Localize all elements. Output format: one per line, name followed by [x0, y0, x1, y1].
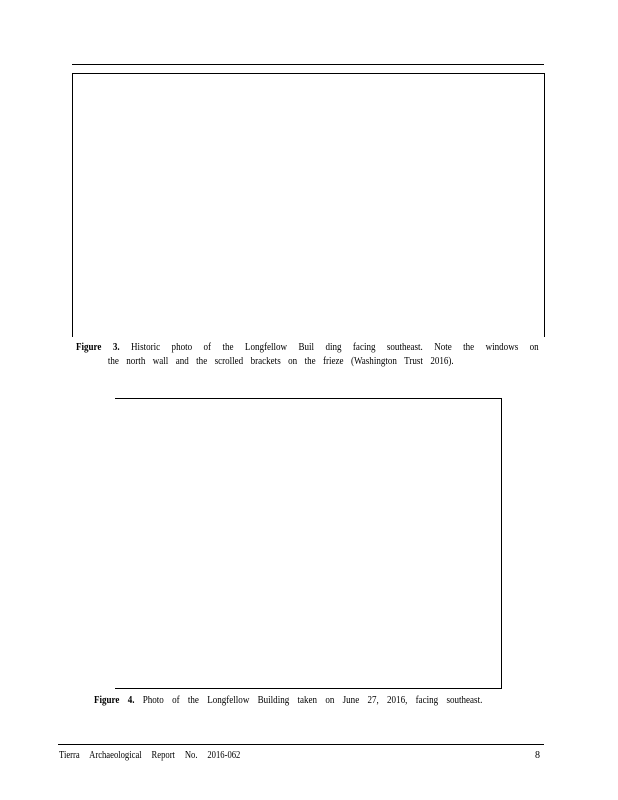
- footer-report-title: Tierra Archaeological Report No. 2016-062: [59, 750, 241, 761]
- header-rule: [72, 64, 544, 65]
- figure-3-caption: [76, 341, 539, 369]
- page-number: 8: [535, 750, 540, 761]
- figure-4-label: Figure 4.: [94, 695, 135, 706]
- figure-4-caption-text: Photo of the Longfellow Building taken on June 27, 2016, facing southeast.: [142, 695, 483, 706]
- footer-rule: [58, 744, 544, 745]
- figure-4-caption: [94, 694, 482, 708]
- figure-3-caption-line-1: [76, 341, 539, 355]
- figure-4-photo: [115, 398, 502, 689]
- figure-3-caption-text-1: Historic photo of the Longfellow Buil ding facing southeast. Note the windows on: [131, 342, 539, 353]
- figure-3-historic-photo: [72, 73, 545, 337]
- figure-3-label: Figure 3.: [76, 342, 120, 353]
- figure-3-caption-line-2: the north wall and the scrolled brackets on the frieze (Washington Trust 2016).: [107, 356, 454, 367]
